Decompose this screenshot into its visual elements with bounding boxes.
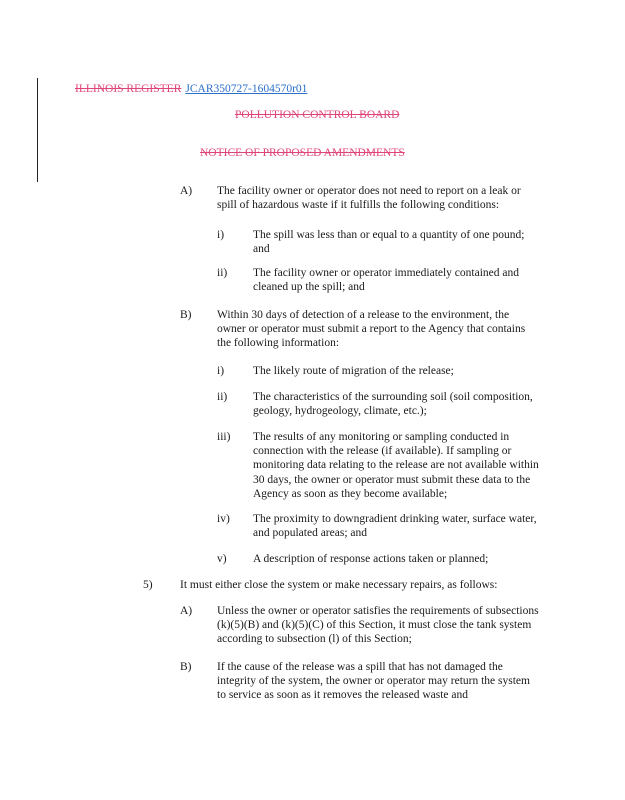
- label-A: A): [180, 185, 193, 197]
- paragraph-B-ii: [217, 390, 540, 418]
- label-A-i: i): [217, 229, 225, 241]
- text-B: Within 30 days of detection of a release to the environment, the owner or operator must submit a report to the Agency that contains the following information:: [217, 309, 526, 350]
- paragraph-5-A: [180, 604, 540, 647]
- label-B-iv: iv): [217, 513, 230, 525]
- board-title-struck: POLLUTION CONTROL BOARD: [235, 109, 400, 121]
- text-B-v: A description of response actions taken or planned;: [253, 553, 489, 565]
- paragraph-B-v: [217, 552, 540, 566]
- label-A-ii: ii): [217, 267, 228, 279]
- text-5: It must either close the system or make necessary repairs, as follows:: [180, 579, 498, 591]
- text-A-ii: The facility owner or operator immediately contained and cleaned up the spill; and: [253, 267, 519, 294]
- paragraph-5: [143, 578, 543, 592]
- paragraph-B: [180, 308, 540, 351]
- notice-title-struck: NOTICE OF PROPOSED AMENDMENTS: [200, 147, 405, 159]
- paragraph-B-i: [217, 364, 540, 378]
- label-5-A: A): [180, 605, 193, 617]
- text-B-iii: The results of any monitoring or sampling conducted in connection with the release (if available). If sampling or monitoring data relating to the release are not available within 30 days, the owner or operator must submit these data to the Agency as soon as they become available;: [253, 431, 539, 500]
- revision-change-bar: [37, 78, 38, 182]
- running-header: [75, 82, 307, 96]
- text-B-ii: The characteristics of the surrounding soil (soil composition, geology, hydrogeology, climate, etc.);: [253, 391, 533, 418]
- label-5: 5): [143, 579, 153, 591]
- text-5-B: If the cause of the release was a spill that has not damaged the integrity of the system, the owner or operator may return the system to service as soon as it removes the released waste and: [217, 661, 530, 702]
- text-A-i: The spill was less than or equal to a quantity of one pound; and: [253, 229, 525, 256]
- label-B-ii: ii): [217, 391, 228, 403]
- label-B-v: v): [217, 553, 227, 565]
- label-B-i: i): [217, 365, 225, 377]
- paragraph-A: [180, 184, 540, 212]
- paragraph-A-ii: [217, 266, 540, 294]
- text-5-A: Unless the owner or operator satisfies the requirements of subsections (k)(5)(B) and (k)(5)(C) of this Section, it must close the tank system according to subsection (l) of this Section;: [217, 605, 539, 646]
- text-A: The facility owner or operator does not need to report on a leak or spill of hazardous waste if it fulfills the following conditions:: [217, 185, 521, 212]
- text-B-i: The likely route of migration of the release;: [253, 365, 454, 377]
- label-B: B): [180, 309, 192, 321]
- paragraph-5-B: [180, 660, 540, 703]
- paragraph-A-i: [217, 228, 540, 256]
- paragraph-B-iv: [217, 512, 540, 540]
- text-B-iv: The proximity to downgradient drinking water, surface water, and populated areas; and: [253, 513, 537, 540]
- label-5-B: B): [180, 661, 192, 673]
- jcar-id-inserted: JCAR350727-1604570r01: [185, 83, 308, 95]
- label-B-iii: iii): [217, 431, 231, 443]
- register-title-struck: ILLINOIS REGISTER: [75, 83, 182, 95]
- paragraph-B-iii: [217, 430, 540, 501]
